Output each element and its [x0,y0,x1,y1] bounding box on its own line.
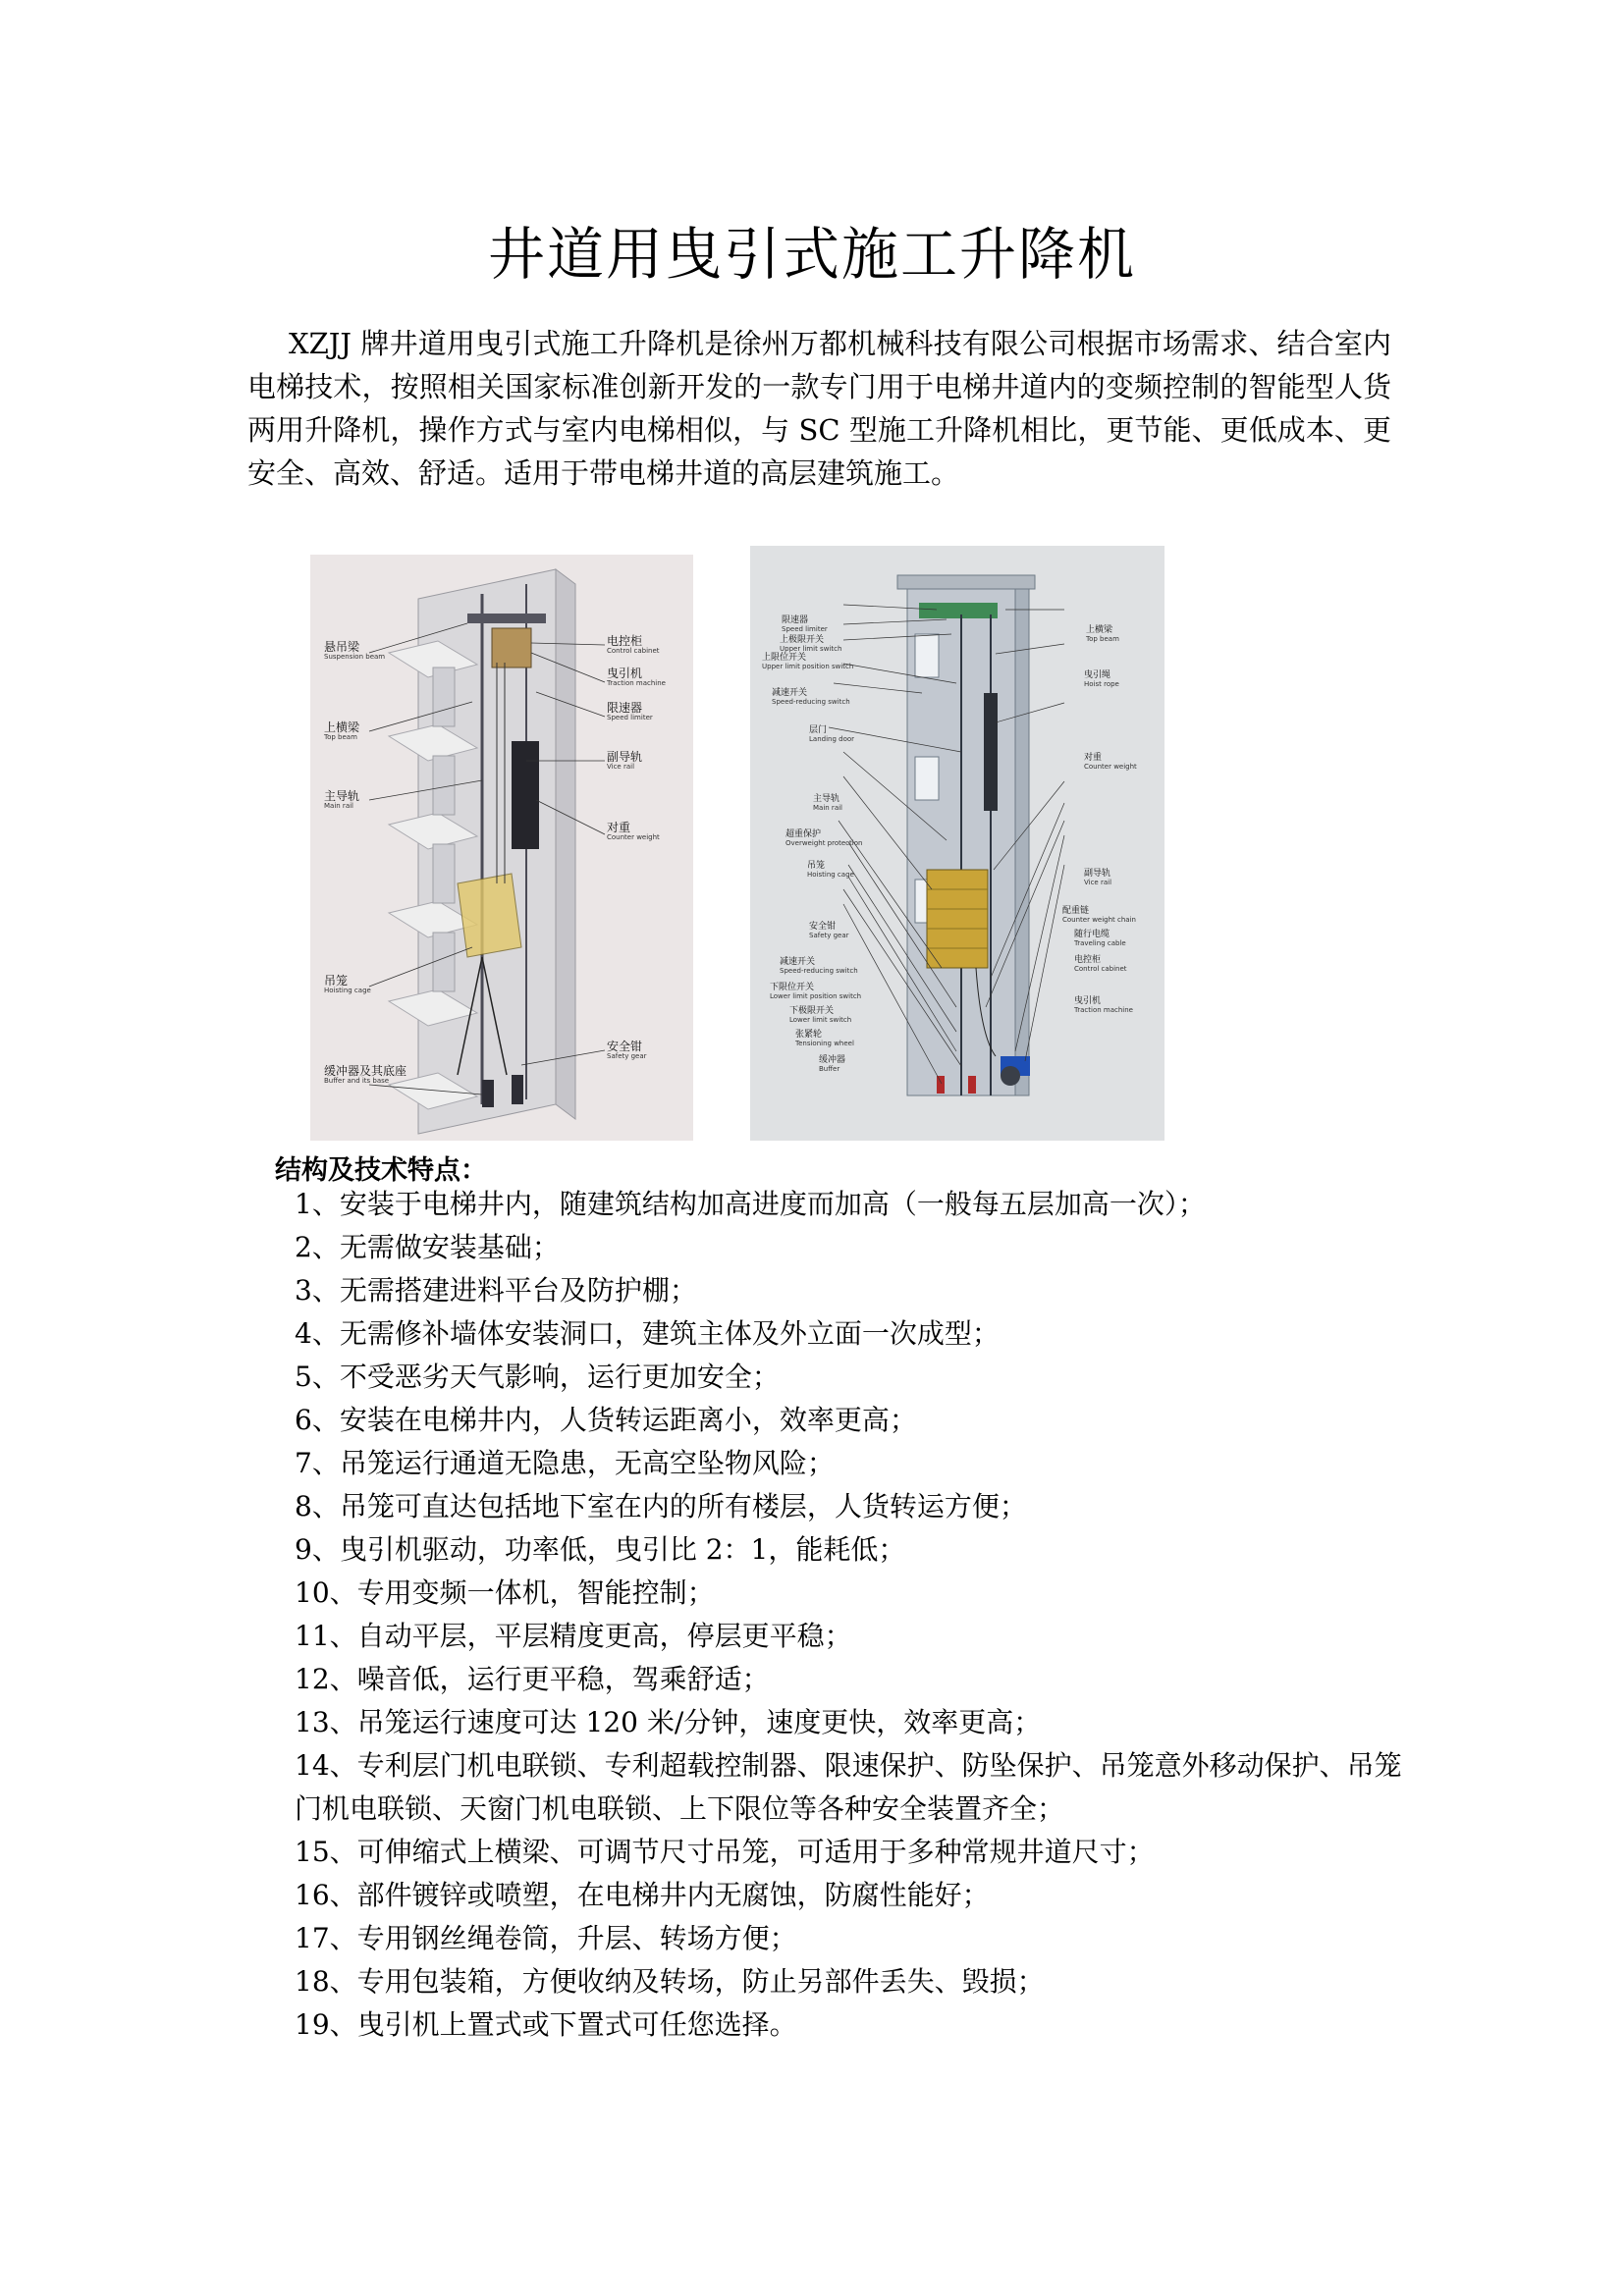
label-main-rail: 主导轨 Main rail [324,789,360,811]
label-top-beam: 上横梁 Top beam [1086,625,1119,643]
label-traction-machine: 曳引机 Traction machine [1074,996,1133,1014]
label-upper-limit-switch: 上极限开关 Upper limit switch [780,635,842,653]
label-counter-weight: 对重 Counter weight [607,821,660,842]
label-speed-limiter: 限速器 Speed limiter [607,701,653,722]
feature-item: 13、吊笼运行速度可达 120 米/分钟，速度更快，效率更高； [295,1706,1042,1738]
label-traction-machine: 曳引机 Traction machine [607,667,666,688]
label-hoisting-cage: 吊笼 Hoisting cage [807,861,854,879]
feature-item: 5、不受恶劣天气影响，运行更加安全； [295,1361,780,1393]
label-suspension-beam: 悬吊梁 Suspension beam [324,640,386,662]
label-top-beam: 上横梁 Top beam [324,721,360,742]
label-vice-rail: 副导轨 Vice rail [607,750,643,772]
feature-item: 7、吊笼运行通道无隐患，无高空坠物风险； [295,1447,835,1479]
label-speed-limiter: 限速器 Speed limiter [782,615,828,633]
label-hoisting-cage: 吊笼 Hoisting cage [324,974,371,995]
label-hoist-rope: 曳引绳 Hoist rope [1084,670,1119,688]
features-list [295,1183,1404,2047]
label-landing-door: 层门 Landing door [809,725,855,743]
feature-item: 12、噪音低，运行更平稳，驾乘舒适； [295,1663,770,1695]
label-overweight-protection: 超重保护 Overweight protection [785,829,863,847]
feature-item: 15、可伸缩式上横梁、可调节尺寸吊笼，可适用于多种常规井道尺寸； [295,1836,1155,1868]
feature-item: 3、无需搭建进料平台及防护棚； [295,1274,697,1307]
feature-item: 10、专用变频一体机，智能控制； [295,1576,715,1609]
feature-item: 18、专用包装箱，方便收纳及转场，防止另部件丢失、毁损； [295,1965,1045,1998]
label-counter-weight: 对重 Counter weight [1084,753,1137,771]
feature-item: 16、部件镀锌或喷塑，在电梯井内无腐蚀，防腐性能好； [295,1879,990,1911]
label-counter-weight-chain: 配重链 Counter weight chain [1062,906,1136,924]
intro-paragraph: XZJJ 牌井道用曳引式施工升降机是徐州万都机械科技有限公司根据市场需求、结合室内电梯技术，按照相关国家标准创新开发的一款专门用于电梯井道内的变频控制的智能型人货两用升降机，操作方式与室内电梯相似，与 SC 型施工升降机相比，更节能、更低成本、更安全、高效、舒适。适用于带电梯井道的高层建筑施工。 [247,327,1391,490]
features-heading: 结构及技术特点： [275,1155,487,1186]
label-speed-reducing-switch-lower: 减速开关 Speed-reducing switch [780,957,858,975]
figure-shaft-isometric [310,555,693,1141]
label-main-rail: 主导轨 Main rail [813,794,842,812]
page-title: 井道用曳引式施工升降机 [487,221,1136,288]
feature-item: 8、吊笼可直达包括地下室在内的所有楼层，人货转运方便； [295,1490,1027,1522]
label-control-cabinet: 电控柜 Control cabinet [1074,955,1127,973]
feature-item: 4、无需修补墙体安装洞口，建筑主体及外立面一次成型； [295,1317,1000,1350]
label-buffer-base: 缓冲器及其底座 Buffer and its base [324,1064,407,1086]
label-tensioning-wheel: 张紧轮 Tensioning wheel [795,1030,854,1047]
feature-item: 11、自动平层，平层精度更高，停层更平稳； [295,1620,852,1652]
feature-item: 19、曳引机上置式或下置式可任您选择。 [295,2008,797,2041]
label-vice-rail: 副导轨 Vice rail [1084,869,1112,886]
label-buffer: 缓冲器 Buffer [819,1055,846,1073]
figure-shaft-elevation [750,546,1164,1141]
feature-item: 2、无需做安装基础； [295,1231,560,1263]
label-lower-limit-switch: 下极限开关 Lower limit switch [789,1006,852,1024]
label-speed-reducing-switch-upper: 减速开关 Speed-reducing switch [772,688,850,706]
label-safety-gear: 安全钳 Safety gear [607,1040,647,1061]
label-lower-limit-position-switch: 下限位开关 Lower limit position switch [770,983,862,1000]
feature-item: 1、安装于电梯井内，随建筑结构加高进度而加高（一般每五层加高一次）； [295,1188,1206,1220]
feature-item: 14、专利层门机电联锁、专利超载控制器、限速保护、防坠保护、吊笼意外移动保护、吊笼门机电联锁、天窗门机电联锁、上下限位等各种安全装置齐全； [295,1749,1402,1825]
feature-item: 17、专用钢丝绳卷筒，升层、转场方便； [295,1922,797,1954]
feature-item: 9、曳引机驱动，功率低，曳引比 2：1，能耗低； [295,1533,906,1566]
feature-item: 6、安装在电梯井内，人货转运距离小，效率更高； [295,1404,917,1436]
label-upper-limit-position-switch: 上限位开关 Upper limit position switch [762,653,854,670]
label-control-cabinet: 电控柜 Control cabinet [607,634,660,656]
label-traveling-cable: 随行电缆 Traveling cable [1074,930,1126,947]
label-safety-gear: 安全钳 Safety gear [809,922,849,939]
